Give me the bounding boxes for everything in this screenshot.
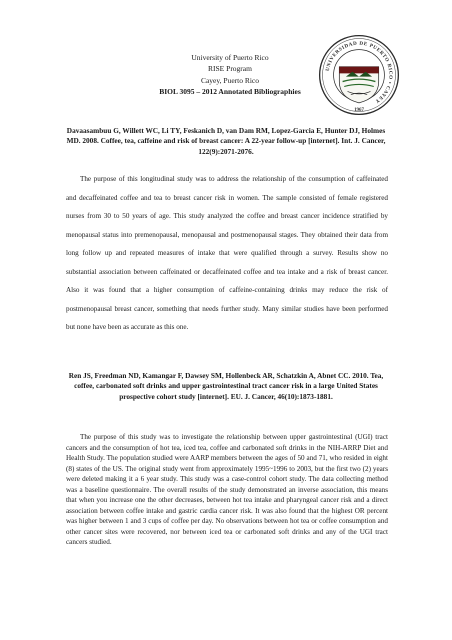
seal-ring-text: UNIVERSIDAD DE PUERTO RICO • CAYEY	[324, 40, 394, 105]
university-name: University of Puerto Rico	[191, 53, 269, 62]
location: Cayey, Puerto Rico	[200, 75, 260, 85]
citation-davaasambuu: Davaasambuu G, Willett WC, Li TY, Feskanich D, van Dam RM, Lopez-Garcia E, Hunter DJ, Holmes MD. 2008. Coffee, tea, caffeine and risk of breast cancer: A 22-year follow-up [internet]. Int. J. Cancer, 122(9):2071-2076.	[66, 126, 386, 156]
seal-year: 1967	[354, 108, 364, 114]
annotation-ren: The purpose of this study was to investigate the relationship between upper gastrointestinal (UGI) tract cancers and the consumption of hot tea, iced tea, coffee and carbonated soft drinks in the NIH-ARRP Diet and Health Study. The population studied were AARP members between the ages of 50 and 71, who resided in eight (8) states of the US. The original study went from approximately 1995~1996 to 2003, but the first two (2) years were deleted making it a 6 year study. This study was a case-control cohort study. The data collecting method was a baseline questionnaire. The overall results of the study demonstrated an inverse association, this means that when you increase one the other decreases, between hot tea intake and pharyngeal cancer risk and a direct association between coffee intake and gastric cardia cancer risk. It was also found that the highest OR percent was higher between 1 and 3 cups of coffee per day. No observations between hot tea or coffee consumption and other cancer sites were recovered, nor between iced tea or carbonated soft drinks and any of the UGI tract cancers studied.	[66, 433, 388, 547]
program-name: RISE Program	[208, 64, 252, 74]
document-title: BIOL 3095 – 2012 Annotated Bibliographies	[159, 87, 301, 97]
citation-ren: Ren JS, Freedman ND, Kamangar F, Dawsey SM, Hollenbeck AR, Schatzkin A, Abnet CC. 2010. Tea, coffee, carbonated soft drinks and upper gastrointestinal tract cancer risk in a large United States prospective cohort study [internet]. EU. J. Cancer, 46(10):1873-1881.	[68, 371, 384, 401]
document-header	[150, 52, 310, 98]
university-seal-logo	[318, 34, 400, 116]
annotation-davaasambuu: The purpose of this longitudinal study was to address the relationship of the consumption of caffeinated and decaffeinated coffee and tea to breast cancer risk in women. The sample consisted of female registered nurses from 30 to 50 years of age. This study analyzed the coffee and breast cancer incidence stratified by menopausal status into premenopausal, menopausal and postmenopausal stages. They obtained their data from long follow up and repeated measures of intake that were qualified through a survey. Results show no substantial association between caffeinated or decaffeinated coffee and tea intake and a risk of breast cancer. Also it was found that a higher consumption of caffeine-containing drinks may reduce the risk of postmenopausal breast cancer, something that needs further study. Many similar studies have been performed but none have been as accurate as this one.	[66, 175, 388, 331]
